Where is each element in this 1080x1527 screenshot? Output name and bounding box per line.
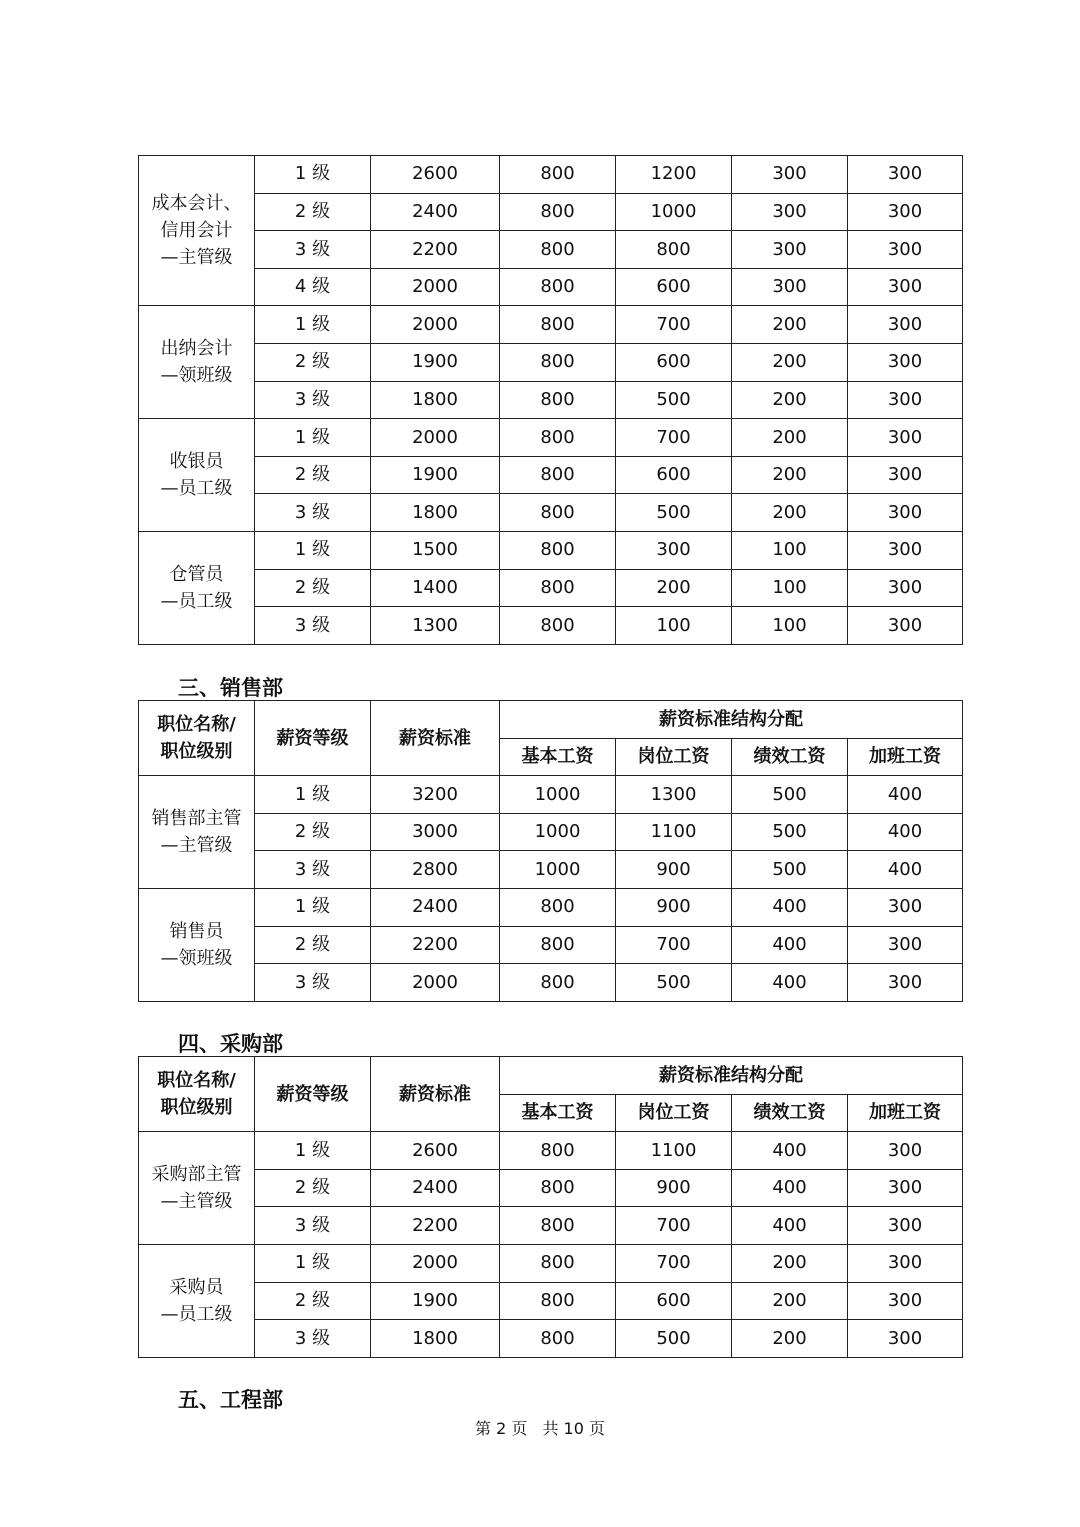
salary-standard: 2200	[371, 231, 500, 269]
header-structure: 薪资标准结构分配	[500, 1057, 963, 1095]
salary-standard: 2400	[371, 193, 500, 231]
post-salary: 700	[616, 306, 732, 344]
post-salary: 600	[616, 343, 732, 381]
header-level: 薪资等级	[255, 1057, 371, 1132]
salary-standard: 2000	[371, 964, 500, 1002]
position-name-line: 信用会计	[160, 220, 233, 242]
position-name-line: 收银员	[169, 451, 224, 473]
basic-salary: 800	[500, 569, 616, 607]
table-row	[139, 343, 963, 381]
performance-salary: 100	[732, 531, 848, 569]
overtime-salary: 300	[848, 1207, 963, 1245]
post-salary: 200	[616, 569, 732, 607]
basic-salary: 1000	[500, 851, 616, 889]
table-row	[139, 156, 963, 194]
overtime-salary: 300	[848, 1132, 963, 1170]
post-salary: 900	[616, 851, 732, 889]
header-sub-2: 绩效工资	[732, 738, 848, 776]
header-standard: 薪资标准	[371, 701, 500, 776]
performance-salary: 500	[732, 813, 848, 851]
header-position-line: 职位级别	[160, 741, 233, 763]
header-position	[139, 1057, 255, 1132]
position-name-line: 销售员	[169, 920, 224, 942]
sales-salary-table	[138, 700, 963, 1002]
basic-salary: 800	[500, 494, 616, 532]
salary-standard: 3000	[371, 813, 500, 851]
header-sub-3: 加班工资	[848, 738, 963, 776]
overtime-salary: 300	[848, 231, 963, 269]
salary-standard: 2800	[371, 851, 500, 889]
finance-salary-table	[138, 155, 963, 645]
overtime-salary: 300	[848, 1320, 963, 1358]
position-name	[139, 888, 255, 1001]
header-sub-1: 岗位工资	[616, 1094, 732, 1132]
position-name	[139, 156, 255, 306]
post-salary: 600	[616, 1282, 732, 1320]
performance-salary: 200	[732, 1244, 848, 1282]
basic-salary: 800	[500, 1207, 616, 1245]
salary-level: 1 级	[255, 306, 371, 344]
performance-salary: 500	[732, 776, 848, 814]
post-salary: 500	[616, 964, 732, 1002]
overtime-salary: 300	[848, 926, 963, 964]
salary-level: 2 级	[255, 193, 371, 231]
position-name-line: —员工级	[160, 478, 233, 500]
salary-level: 3 级	[255, 494, 371, 532]
overtime-salary: 300	[848, 888, 963, 926]
performance-salary: 200	[732, 343, 848, 381]
salary-level: 3 级	[255, 607, 371, 645]
post-salary: 700	[616, 1244, 732, 1282]
section-title-engineering: 五、工程部	[178, 1388, 283, 1412]
overtime-salary: 300	[848, 381, 963, 419]
basic-salary: 800	[500, 419, 616, 457]
salary-level: 3 级	[255, 851, 371, 889]
header-row	[139, 1057, 963, 1095]
salary-standard: 2200	[371, 1207, 500, 1245]
basic-salary: 800	[500, 156, 616, 194]
salary-standard: 1500	[371, 531, 500, 569]
salary-level: 1 级	[255, 531, 371, 569]
overtime-salary: 400	[848, 851, 963, 889]
position-name-line: —领班级	[160, 947, 233, 969]
performance-salary: 400	[732, 1207, 848, 1245]
post-salary: 500	[616, 381, 732, 419]
position-name	[139, 1244, 255, 1357]
overtime-salary: 300	[848, 1244, 963, 1282]
salary-standard: 1800	[371, 494, 500, 532]
table-row	[139, 964, 963, 1002]
header-sub-3: 加班工资	[848, 1094, 963, 1132]
position-name	[139, 1132, 255, 1245]
performance-salary: 200	[732, 381, 848, 419]
post-salary: 1000	[616, 193, 732, 231]
position-name	[139, 531, 255, 644]
table-row	[139, 776, 963, 814]
post-salary: 500	[616, 494, 732, 532]
performance-salary: 300	[732, 268, 848, 306]
performance-salary: 200	[732, 494, 848, 532]
header-level: 薪资等级	[255, 701, 371, 776]
overtime-salary: 300	[848, 531, 963, 569]
basic-salary: 800	[500, 268, 616, 306]
salary-standard: 3200	[371, 776, 500, 814]
basic-salary: 800	[500, 607, 616, 645]
overtime-salary: 300	[848, 607, 963, 645]
table-row	[139, 1207, 963, 1245]
purchasing-salary-table	[138, 1056, 963, 1358]
salary-level: 2 级	[255, 1282, 371, 1320]
table-row	[139, 1282, 963, 1320]
post-salary: 500	[616, 1320, 732, 1358]
performance-salary: 200	[732, 1320, 848, 1358]
page-total: 共 10 页	[542, 1419, 605, 1438]
performance-salary: 200	[732, 1282, 848, 1320]
basic-salary: 800	[500, 306, 616, 344]
basic-salary: 800	[500, 1282, 616, 1320]
overtime-salary: 300	[848, 964, 963, 1002]
table-row	[139, 268, 963, 306]
overtime-salary: 400	[848, 813, 963, 851]
basic-salary: 800	[500, 343, 616, 381]
position-name	[139, 776, 255, 889]
overtime-salary: 300	[848, 419, 963, 457]
table-row	[139, 607, 963, 645]
salary-standard: 1900	[371, 1282, 500, 1320]
table-row	[139, 888, 963, 926]
basic-salary: 800	[500, 1244, 616, 1282]
header-sub-0: 基本工资	[500, 1094, 616, 1132]
performance-salary: 400	[732, 926, 848, 964]
table-row	[139, 531, 963, 569]
overtime-salary: 400	[848, 776, 963, 814]
basic-salary: 1000	[500, 813, 616, 851]
salary-standard: 2600	[371, 156, 500, 194]
table-row	[139, 926, 963, 964]
salary-level: 4 级	[255, 268, 371, 306]
performance-salary: 200	[732, 306, 848, 344]
salary-level: 1 级	[255, 888, 371, 926]
post-salary: 900	[616, 1169, 732, 1207]
post-salary: 900	[616, 888, 732, 926]
basic-salary: 800	[500, 193, 616, 231]
basic-salary: 800	[500, 926, 616, 964]
salary-standard: 2200	[371, 926, 500, 964]
position-name	[139, 306, 255, 419]
table-row	[139, 193, 963, 231]
salary-standard: 2000	[371, 419, 500, 457]
post-salary: 700	[616, 1207, 732, 1245]
salary-level: 2 级	[255, 343, 371, 381]
table-row	[139, 456, 963, 494]
position-name-line: 出纳会计	[160, 338, 233, 360]
performance-salary: 400	[732, 964, 848, 1002]
basic-salary: 800	[500, 1132, 616, 1170]
post-salary: 600	[616, 456, 732, 494]
section-title-sales: 三、销售部	[178, 676, 283, 700]
performance-salary: 300	[732, 156, 848, 194]
basic-salary: 800	[500, 531, 616, 569]
table-row	[139, 231, 963, 269]
overtime-salary: 300	[848, 268, 963, 306]
basic-salary: 800	[500, 1169, 616, 1207]
header-position-line: 职位级别	[160, 1097, 233, 1119]
salary-standard: 2000	[371, 1244, 500, 1282]
salary-standard: 1900	[371, 456, 500, 494]
salary-level: 3 级	[255, 1320, 371, 1358]
header-position	[139, 701, 255, 776]
salary-level: 3 级	[255, 1207, 371, 1245]
basic-salary: 800	[500, 964, 616, 1002]
table-row	[139, 494, 963, 532]
performance-salary: 100	[732, 607, 848, 645]
page-number: 第 2 页	[475, 1419, 528, 1438]
table-row	[139, 1244, 963, 1282]
position-name-line: 成本会计、	[151, 193, 242, 215]
header-sub-2: 绩效工资	[732, 1094, 848, 1132]
overtime-salary: 300	[848, 569, 963, 607]
salary-level: 1 级	[255, 1132, 371, 1170]
position-name-line: —员工级	[160, 590, 233, 612]
position-name-line: 采购部主管	[151, 1164, 242, 1186]
table-row	[139, 1169, 963, 1207]
position-name-line: 销售部主管	[151, 808, 242, 830]
table-row	[139, 381, 963, 419]
basic-salary: 1000	[500, 776, 616, 814]
header-structure: 薪资标准结构分配	[500, 701, 963, 739]
table-row	[139, 569, 963, 607]
post-salary: 1100	[616, 1132, 732, 1170]
post-salary: 700	[616, 926, 732, 964]
post-salary: 700	[616, 419, 732, 457]
salary-standard: 1800	[371, 1320, 500, 1358]
salary-level: 2 级	[255, 813, 371, 851]
salary-standard: 1400	[371, 569, 500, 607]
post-salary: 1100	[616, 813, 732, 851]
basic-salary: 800	[500, 231, 616, 269]
performance-salary: 400	[732, 1132, 848, 1170]
overtime-salary: 300	[848, 456, 963, 494]
post-salary: 1300	[616, 776, 732, 814]
salary-standard: 1900	[371, 343, 500, 381]
salary-level: 2 级	[255, 1169, 371, 1207]
salary-level: 1 级	[255, 1244, 371, 1282]
post-salary: 100	[616, 607, 732, 645]
position-name-line: —主管级	[160, 835, 233, 857]
overtime-salary: 300	[848, 494, 963, 532]
performance-salary: 300	[732, 231, 848, 269]
table-row	[139, 1132, 963, 1170]
position-name-line: —员工级	[160, 1303, 233, 1325]
salary-standard: 2600	[371, 1132, 500, 1170]
basic-salary: 800	[500, 456, 616, 494]
header-sub-1: 岗位工资	[616, 738, 732, 776]
overtime-salary: 300	[848, 193, 963, 231]
position-name	[139, 419, 255, 532]
performance-salary: 400	[732, 1169, 848, 1207]
salary-standard: 1800	[371, 381, 500, 419]
header-row	[139, 701, 963, 739]
header-sub-0: 基本工资	[500, 738, 616, 776]
post-salary: 1200	[616, 156, 732, 194]
salary-level: 3 级	[255, 231, 371, 269]
basic-salary: 800	[500, 888, 616, 926]
overtime-salary: 300	[848, 1169, 963, 1207]
header-standard: 薪资标准	[371, 1057, 500, 1132]
salary-standard: 2400	[371, 1169, 500, 1207]
post-salary: 300	[616, 531, 732, 569]
overtime-salary: 300	[848, 306, 963, 344]
salary-level: 2 级	[255, 569, 371, 607]
position-name-line: —主管级	[160, 1191, 233, 1213]
overtime-salary: 300	[848, 1282, 963, 1320]
performance-salary: 200	[732, 419, 848, 457]
salary-level: 3 级	[255, 381, 371, 419]
overtime-salary: 300	[848, 343, 963, 381]
position-name-line: 仓管员	[169, 563, 224, 585]
section-title-purchasing: 四、采购部	[178, 1032, 283, 1056]
post-salary: 600	[616, 268, 732, 306]
table-row	[139, 1320, 963, 1358]
table-row	[139, 419, 963, 457]
salary-level: 3 级	[255, 964, 371, 1002]
salary-standard: 1300	[371, 607, 500, 645]
table-row	[139, 306, 963, 344]
page-footer	[0, 1416, 1080, 1439]
salary-level: 2 级	[255, 926, 371, 964]
salary-level: 1 级	[255, 776, 371, 814]
performance-salary: 100	[732, 569, 848, 607]
post-salary: 800	[616, 231, 732, 269]
salary-level: 1 级	[255, 419, 371, 457]
salary-standard: 2400	[371, 888, 500, 926]
salary-standard: 2000	[371, 268, 500, 306]
performance-salary: 300	[732, 193, 848, 231]
position-name-line: —领班级	[160, 365, 233, 387]
performance-salary: 200	[732, 456, 848, 494]
header-position-line: 职位名称/	[157, 1070, 236, 1092]
performance-salary: 400	[732, 888, 848, 926]
performance-salary: 500	[732, 851, 848, 889]
basic-salary: 800	[500, 1320, 616, 1358]
position-name-line: —主管级	[160, 247, 233, 269]
overtime-salary: 300	[848, 156, 963, 194]
table-row	[139, 851, 963, 889]
table-row	[139, 813, 963, 851]
position-name-line: 采购员	[169, 1276, 224, 1298]
salary-level: 1 级	[255, 156, 371, 194]
header-position-line: 职位名称/	[157, 714, 236, 736]
salary-level: 2 级	[255, 456, 371, 494]
salary-standard: 2000	[371, 306, 500, 344]
basic-salary: 800	[500, 381, 616, 419]
